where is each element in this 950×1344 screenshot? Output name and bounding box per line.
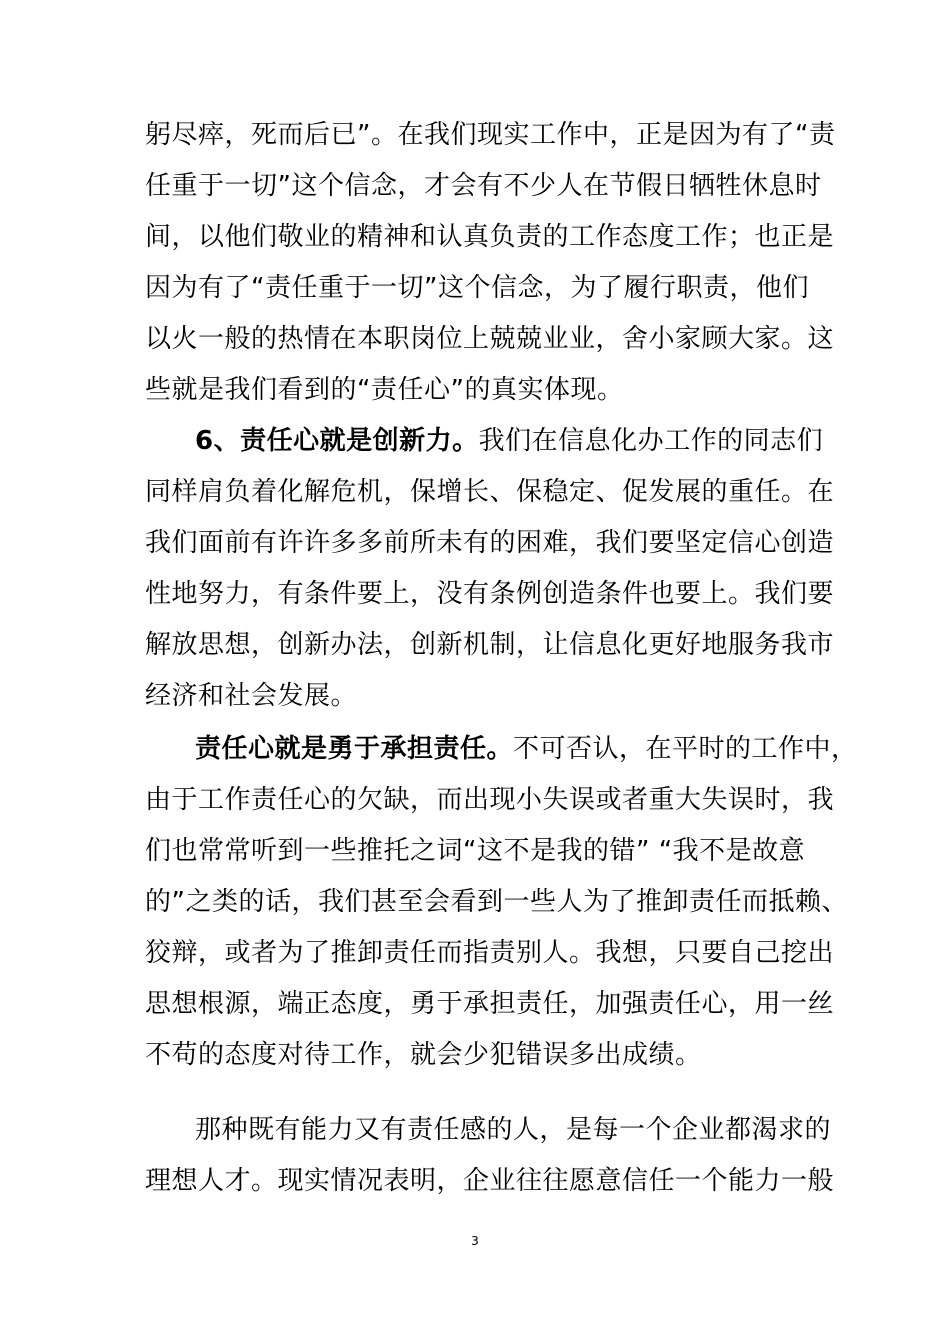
- paragraph-first-line: 那种既有能力又有责任感的人，是每一个企业都渴求的: [195, 1115, 832, 1145]
- body-text-span: 不可否认，在平时的工作中，: [513, 734, 858, 764]
- section-heading: 责任心就是勇于承担责任。: [195, 734, 514, 764]
- body-text-line: 同样肩负着化解危机，保增长、保稳定、促发展的重任。在: [145, 477, 835, 507]
- body-text-line: 思想根源，端正态度，勇于承担责任，加强责任心，用一丝: [145, 989, 835, 1019]
- body-text-line: 们也常常听到一些推托之词“这不是我的错” “我不是故意: [145, 836, 806, 866]
- section-heading: 6、责任心就是创新力。: [195, 426, 479, 456]
- body-text-line: 经济和社会发展。: [145, 681, 358, 711]
- body-text-line: 的”之类的话，我们甚至会看到一些人为了推卸责任而抵赖、: [145, 887, 848, 917]
- paragraph-first-line: [195, 732, 858, 766]
- body-text-line: 由于工作责任心的欠缺，而出现小失误或者重大失误时，我: [145, 785, 835, 815]
- body-text-line: 任重于一切”这个信念，才会有不少人在节假日牺牲休息时: [145, 171, 822, 201]
- paragraph-first-line: [195, 424, 824, 458]
- body-text-line: 性地努力，有条件要上，没有条例创造条件也要上。我们要: [145, 579, 835, 609]
- body-text-line: 我们面前有许许多多前所未有的困难，我们要坚定信心创造: [145, 528, 835, 558]
- page-number: 3: [471, 1234, 479, 1248]
- body-text-line: 间，以他们敬业的精神和认真负责的工作态度工作；也正是: [145, 222, 835, 252]
- body-text-line: 因为有了“责任重于一切”这个信念，为了履行职责，他们: [145, 273, 809, 303]
- body-text-line: 理想人才。现实情况表明，企业往往愿意信任一个能力一般: [145, 1166, 835, 1196]
- body-text-line: 些就是我们看到的“责任心”的真实体现。: [145, 375, 624, 405]
- body-text-line: 解放思想，创新办法，创新机制，让信息化更好地服务我市: [145, 630, 835, 660]
- body-text-line: 以火一般的热情在本职岗位上兢兢业业，舍小家顾大家。这: [145, 324, 835, 354]
- body-text-line: 不苟的态度对待工作，就会少犯错误多出成绩。: [145, 1040, 702, 1070]
- body-text-line: 躬尽瘁，死而后已”。在我们现实工作中，正是因为有了“责: [145, 120, 836, 150]
- body-text-span: 我们在信息化办工作的同志们: [478, 426, 824, 456]
- body-text-line: 狡辩，或者为了推卸责任而指责别人。我想，只要自己挖出: [145, 938, 835, 968]
